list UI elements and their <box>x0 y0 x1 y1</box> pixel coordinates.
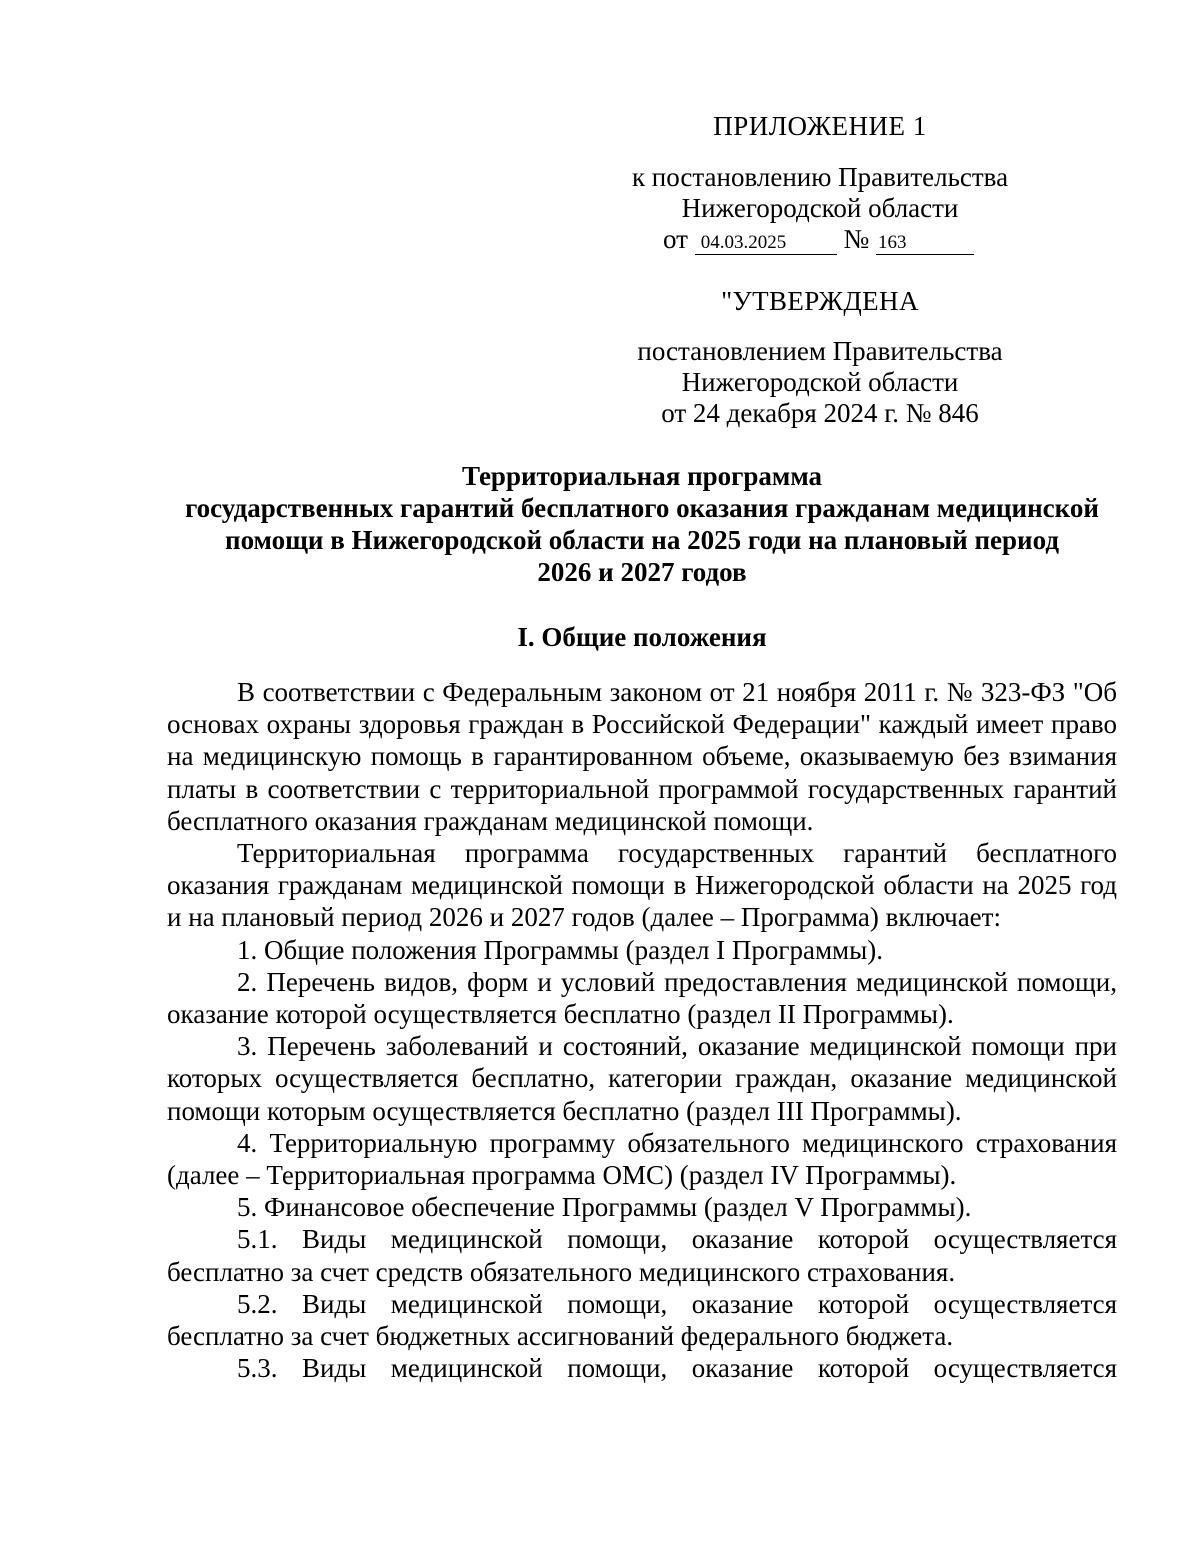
decree-reference-line-1: к постановлению Правительства <box>631 162 1009 192</box>
body-paragraph: 2. Перечень видов, форм и условий предоставления медицинской помощи, оказание которой осуществляется бесплатно (раздел II Программы). <box>167 966 1117 1030</box>
decree-date: 04.03.2025 <box>695 232 837 255</box>
section-heading: I. Общие положения <box>517 622 767 652</box>
approved-by-line-1: постановлением Правительства <box>637 336 1003 366</box>
document-title-line-3: помощи в Нижегородской области на 2025 годи на плановый период <box>225 525 1059 555</box>
number-sign: № <box>843 224 870 254</box>
body-paragraph: 4. Территориальную программу обязательного медицинского страхования (далее – Территориальная программа ОМС) (раздел IV Программы). <box>167 1127 1117 1191</box>
document-body <box>167 676 1117 1384</box>
document-title <box>150 460 1134 588</box>
body-paragraph: 5.2. Виды медицинской помощи, оказание которой осуществляется бесплатно за счет бюджетных ассигнований федерального бюджета. <box>167 1288 1117 1352</box>
document-title-line-1: Территориальная программа <box>461 461 823 491</box>
decree-reference-line-2: Нижегородской области <box>681 193 959 223</box>
approved-by-line-3: от 24 декабря 2024 г. № 846 <box>661 398 979 428</box>
decree-number: 163 <box>876 232 974 255</box>
document-title-line-2: государственных гарантий бесплатного оказания гражданам медицинской <box>185 493 1099 523</box>
approved-by-line-2: Нижегородской области <box>681 367 959 397</box>
date-prefix: от <box>663 224 688 254</box>
approved-by-block <box>600 336 1040 429</box>
body-paragraph: В соответствии с Федеральным законом от 21 ноября 2011 г. № 323-ФЗ "Об основах охраны здоровья граждан в Российской Федерации" каждый имеет право на медицинскую помощь в гарантированном объеме, оказываемую без взимания платы в соответствии с территориальной программой государственных гарантий бесплатного оказания гражданам медицинской помощи. <box>167 677 1117 836</box>
body-paragraph: 3. Перечень заболеваний и состояний, оказание медицинской помощи при которых осуществляется бесплатно, категории граждан, оказание медицинской помощи которым осуществляется бесплатно (раздел III Программы). <box>167 1031 1117 1126</box>
appendix-title <box>600 111 1040 142</box>
decree-date-number-line <box>663 224 983 255</box>
body-paragraph: 1. Общие положения Программы (раздел I Программы). <box>237 934 884 965</box>
body-paragraph: 5. Финансовое обеспечение Программы (раздел V Программы). <box>237 1192 972 1223</box>
body-paragraph: Территориальная программа государственных гарантий бесплатного оказания гражданам медицинской помощи в Нижегородской области на 2025 год и на плановый период 2026 и 2027 годов (далее – Программа) включает: <box>167 838 1117 933</box>
decree-reference <box>600 162 1040 224</box>
body-paragraph: 5.3. Виды медицинской помощи, оказание которой осуществляется <box>237 1353 1117 1384</box>
appendix-title-text: ПРИЛОЖЕНИЕ 1 <box>713 111 927 141</box>
approved-title-text: "УТВЕРЖДЕНА <box>721 286 919 316</box>
approved-title <box>600 286 1040 317</box>
document-title-line-4: 2026 и 2027 годов <box>537 557 747 587</box>
body-paragraph: 5.1. Виды медицинской помощи, оказание которой осуществляется бесплатно за счет средств обязательного медицинского страхования. <box>167 1224 1117 1287</box>
